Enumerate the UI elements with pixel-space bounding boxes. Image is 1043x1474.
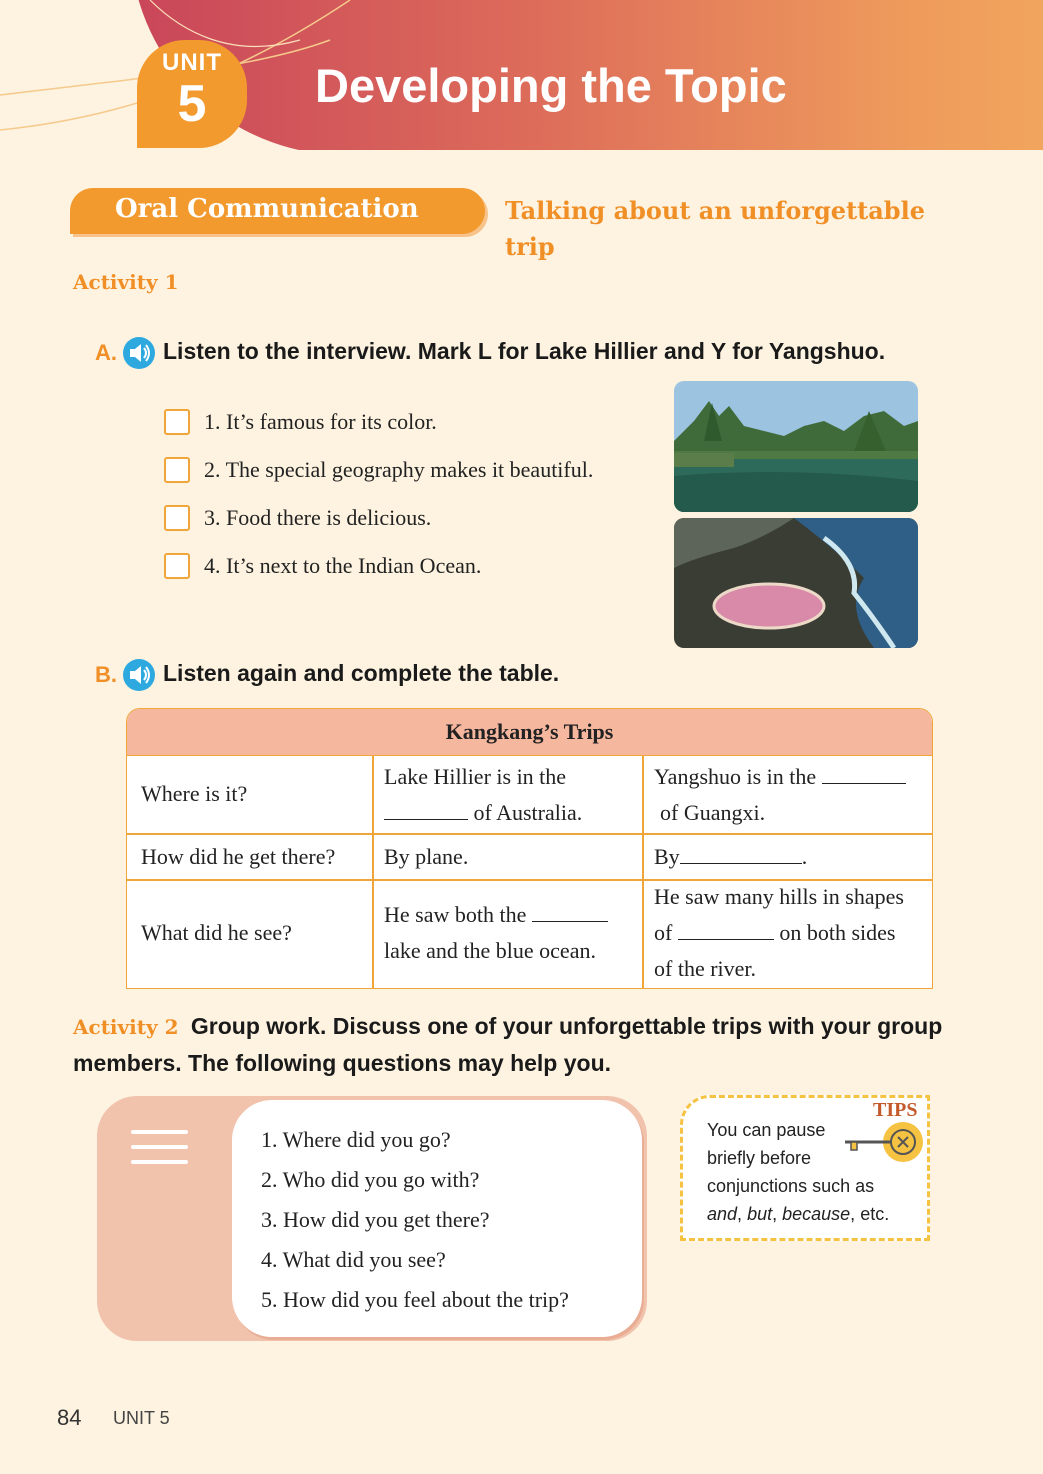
lake-hillier-photo <box>674 518 918 648</box>
checkbox-item-1[interactable] <box>164 409 190 435</box>
yangshuo-photo <box>674 381 918 512</box>
row1-yangshuo-line2: of Guangxi. <box>660 800 766 825</box>
unit-badge <box>137 40 247 148</box>
answer-blank[interactable] <box>822 761 906 784</box>
row1-question: Where is it? <box>141 781 248 806</box>
unit-word: UNIT <box>162 49 222 76</box>
menu-icon <box>131 1145 188 1149</box>
audio-icon[interactable] <box>122 336 156 375</box>
question-3: 3. How did you get there? <box>261 1207 490 1232</box>
audio-icon[interactable] <box>122 658 156 697</box>
statement-1: 1. It’s famous for its color. <box>204 409 437 434</box>
answer-blank[interactable] <box>532 899 608 922</box>
row3-lake-line1: He saw both the <box>384 897 608 933</box>
row1-lake-line1: Lake Hillier is in the <box>384 764 567 789</box>
question-4: 4. What did you see? <box>261 1247 446 1272</box>
menu-icon <box>131 1130 188 1134</box>
row1-lake-line2: of Australia. <box>384 795 582 831</box>
row3-lake-line2: lake and the blue ocean. <box>384 938 596 963</box>
row3-yangshuo-line1: He saw many hills in shapes <box>654 884 904 909</box>
question-1: 1. Where did you go? <box>261 1127 451 1152</box>
answer-blank[interactable] <box>680 841 802 864</box>
row3-yangshuo-line3: of the river. <box>654 956 757 981</box>
answer-blank[interactable] <box>678 917 774 940</box>
statement-2: 2. The special geography makes it beautiful. <box>204 457 594 482</box>
section-subtitle: Talking about an unforgettable trip <box>505 196 925 261</box>
table-title: Kangkang’s Trips <box>445 719 614 744</box>
activity1-label: Activity 1 <box>73 270 179 294</box>
answer-blank[interactable] <box>384 797 468 820</box>
row2-question: How did he get there? <box>141 844 336 869</box>
statement-3: 3. Food there is delicious. <box>204 505 432 530</box>
row3-yangshuo-line2: of on both sides <box>654 915 895 951</box>
unit-number: 5 <box>177 75 207 133</box>
page-title: Developing the Topic <box>315 59 787 112</box>
question-2: 2. Who did you go with? <box>261 1167 480 1192</box>
row1-yangshuo-line1: Yangshuo is in the <box>654 759 906 795</box>
checkbox-item-3[interactable] <box>164 505 190 531</box>
footer-unit: UNIT 5 <box>113 1408 170 1428</box>
statement-4: 4. It’s next to the Indian Ocean. <box>204 553 482 578</box>
partB-letter: B. <box>95 662 117 687</box>
row2-yangshuo-answer: By . <box>654 839 807 875</box>
checkbox-item-2[interactable] <box>164 457 190 483</box>
activity2-block <box>73 1008 953 1081</box>
question-5: 5. How did you feel about the trip? <box>261 1287 569 1312</box>
activity2-label: Activity 2 <box>73 1015 179 1039</box>
checkbox-item-4[interactable] <box>164 553 190 579</box>
partA-letter: A. <box>95 340 117 365</box>
trips-table <box>126 708 933 989</box>
tips-title: TIPS <box>873 1099 918 1121</box>
partB-instruction: Listen again and complete the table. <box>163 660 560 686</box>
row3-question: What did he see? <box>141 920 292 945</box>
row2-lake-answer: By plane. <box>384 844 469 869</box>
partA-instruction: Listen to the interview. Mark L for Lake Hillier and Y for Yangshuo. <box>163 338 886 364</box>
page-number: 84 <box>57 1405 82 1430</box>
tips-text: You can pause briefly before conjunctions such as and, but, because, etc. <box>707 1120 890 1224</box>
activity2-instruction: Group work. Discuss one of your unforgettable trips with your group members. The following questions may help you. <box>73 1013 943 1076</box>
table-header <box>127 709 932 756</box>
section-label: Oral Communication <box>115 194 419 224</box>
menu-icon <box>131 1160 188 1164</box>
